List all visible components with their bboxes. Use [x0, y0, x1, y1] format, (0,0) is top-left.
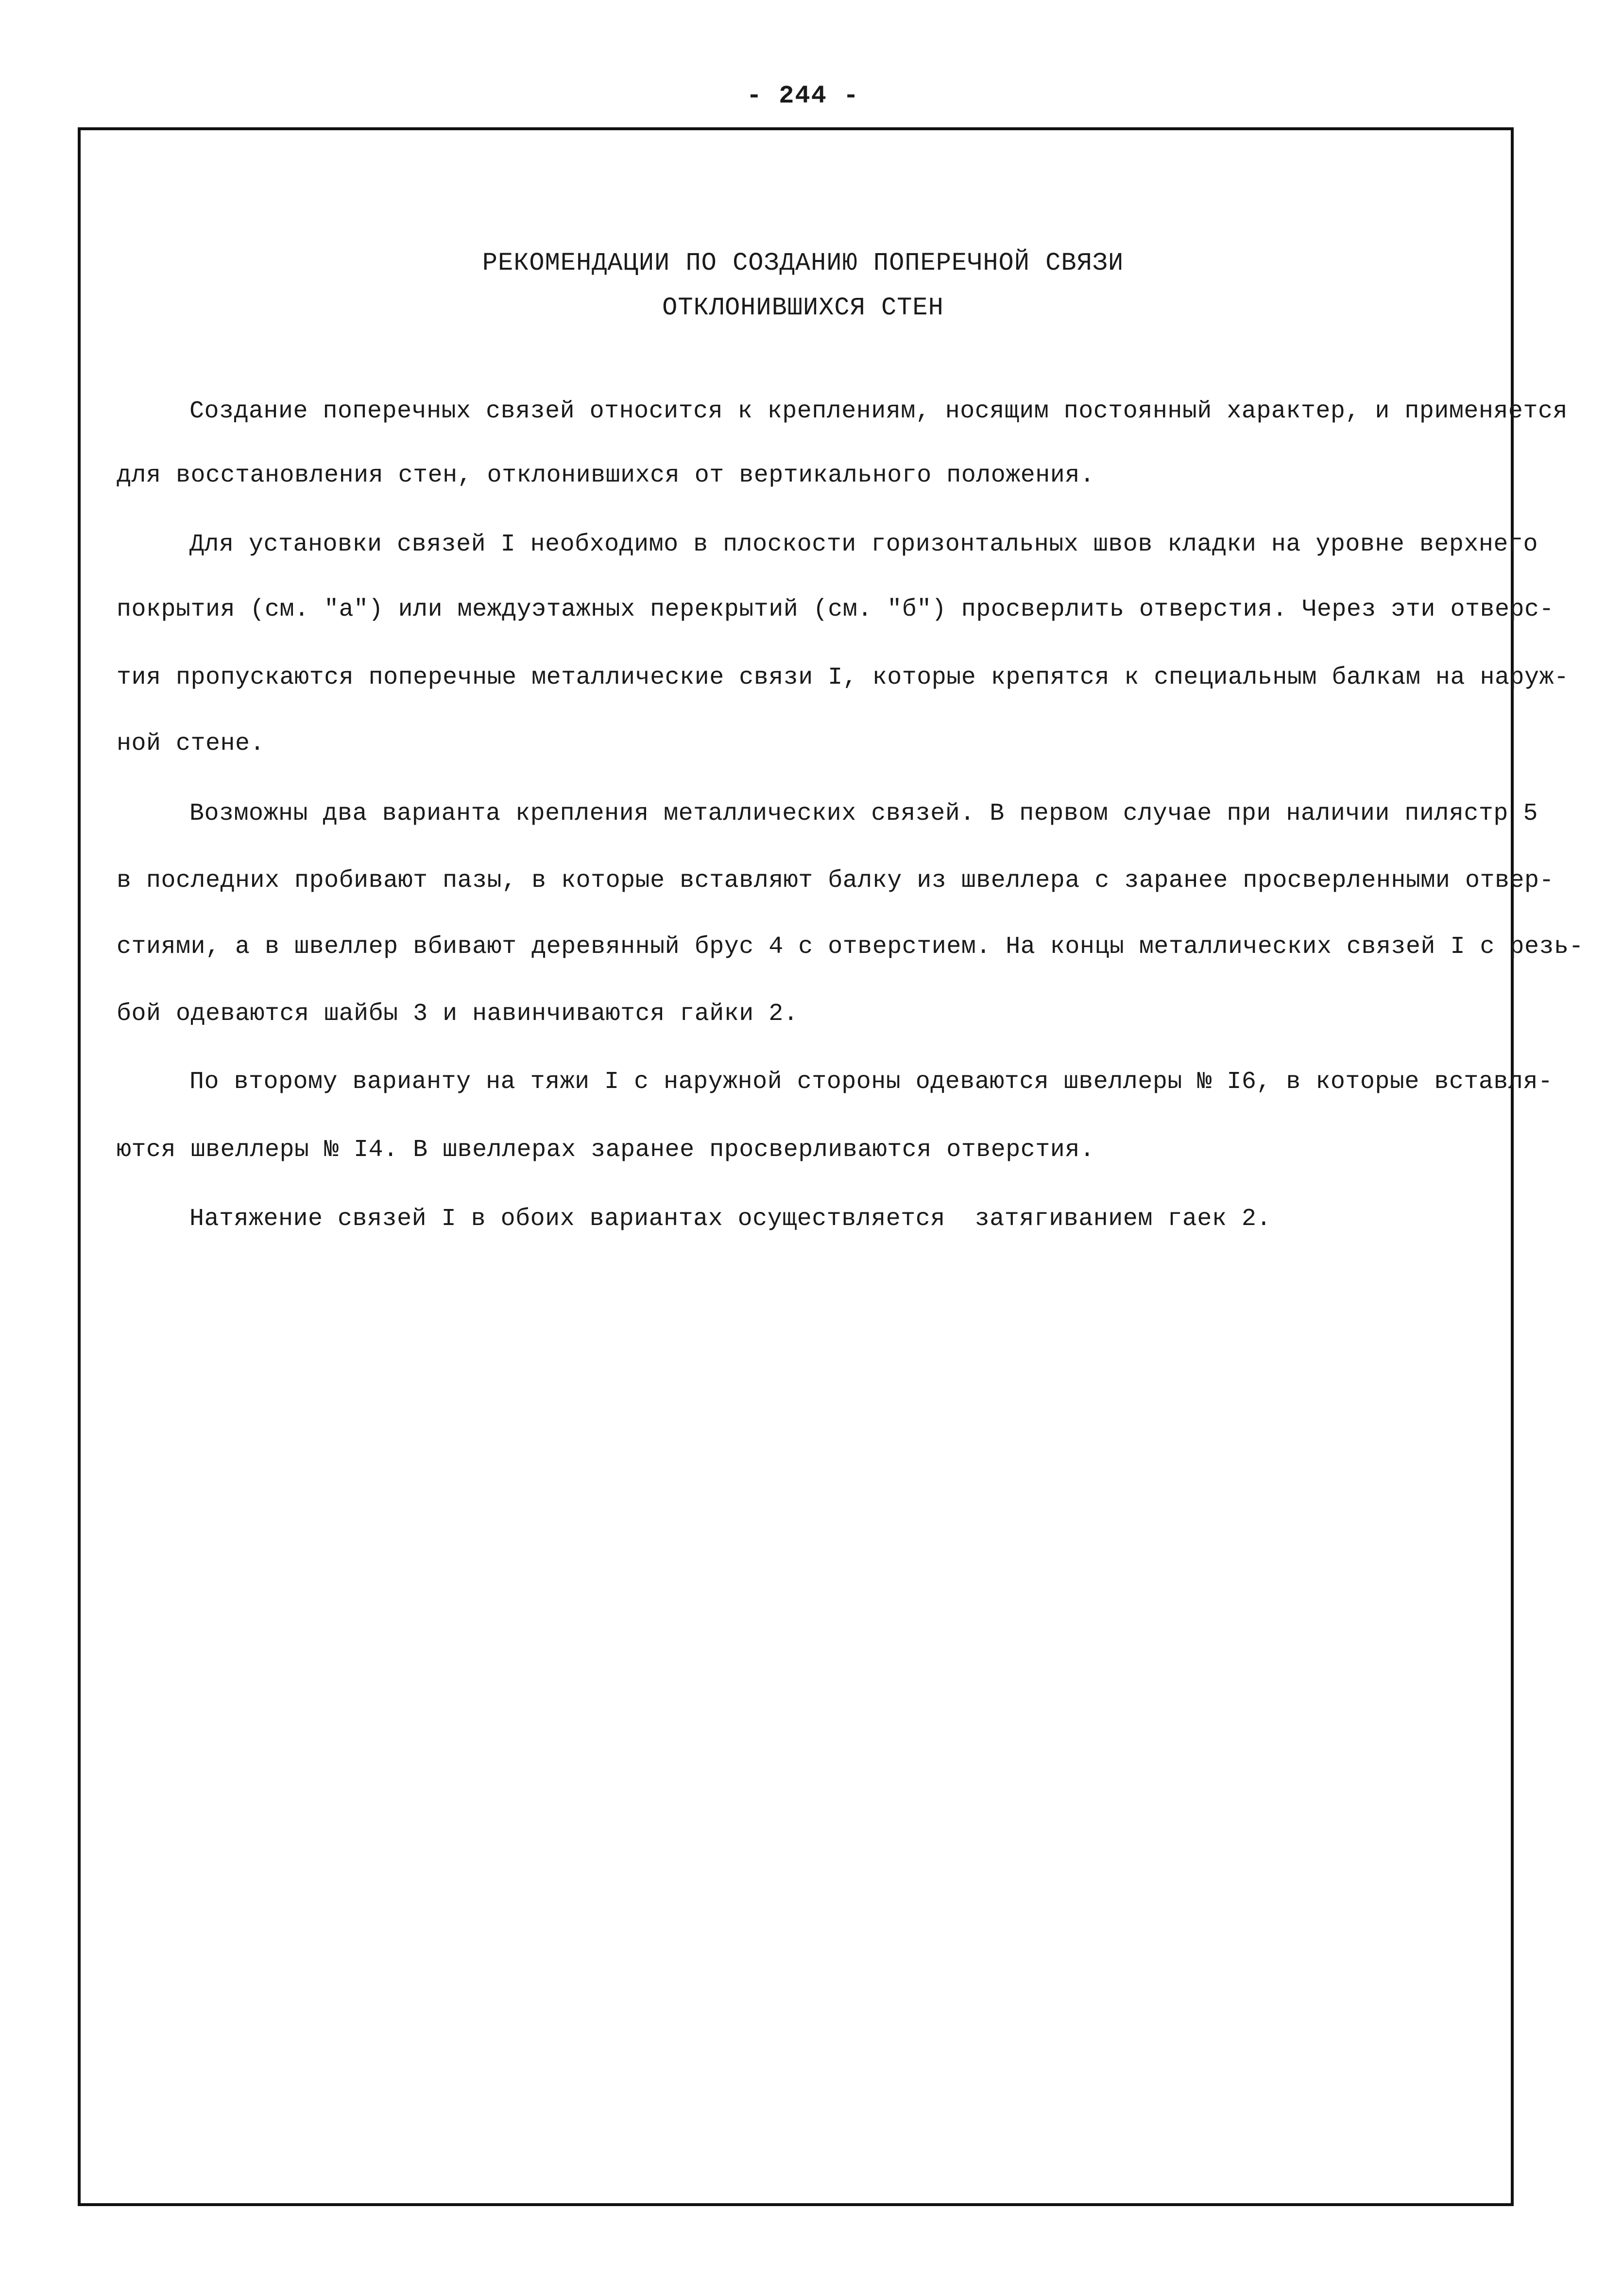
paragraph-line: для восстановления стен, отклонившихся от вертикального положения.	[117, 462, 1095, 489]
paragraph-line: тия пропускаются поперечные металлические связи I, которые крепятся к специальным балкам на наруж-	[117, 664, 1569, 691]
paragraph-line: в последних пробивают пазы, в которые вставляют балку из швеллера с заранее просверленными отвер-	[117, 867, 1554, 895]
paragraph-line: Возможны два варианта крепления металлических связей. В первом случае при наличии пилястр 5	[189, 800, 1538, 828]
paragraph-line: покрытия (см. "а") или междуэтажных перекрытий (см. "б") просверлить отверстия. Через эти отверс-	[117, 596, 1554, 623]
paragraph-line: ной стене.	[117, 730, 265, 758]
page-number: - 244 -	[746, 82, 860, 110]
paragraph-line: ются швеллеры № I4. В швеллерах заранее просверливаются отверстия.	[117, 1136, 1095, 1164]
paragraph-line: Для установки связей I необходимо в плоскости горизонтальных швов кладки на уровне верхнего	[189, 531, 1538, 558]
paragraph-line: бой одеваются шайбы 3 и навинчиваются гайки 2.	[117, 1000, 799, 1028]
paragraph-line: Натяжение связей I в обоих вариантах осуществляется затягиванием гаек 2.	[189, 1205, 1271, 1233]
paragraph-line: стиями, а в швеллер вбивают деревянный брус 4 с отверстием. На концы металлических связей I с резь-	[117, 933, 1584, 961]
paragraph-line: По второму варианту на тяжи I с наружной стороны одеваются швеллеры № I6, в которые вставля-	[189, 1068, 1553, 1096]
title-line-2: ОТКЛОНИВШИХСЯ СТЕН	[662, 293, 944, 322]
title-line-1: РЕКОМЕНДАЦИИ ПО СОЗДАНИЮ ПОПЕРЕЧНОЙ СВЯЗИ	[482, 249, 1124, 277]
paragraph-line: Создание поперечных связей относится к креплениям, носящим постоянный характер, и применяется	[189, 397, 1568, 425]
page-frame	[78, 127, 1584, 2206]
